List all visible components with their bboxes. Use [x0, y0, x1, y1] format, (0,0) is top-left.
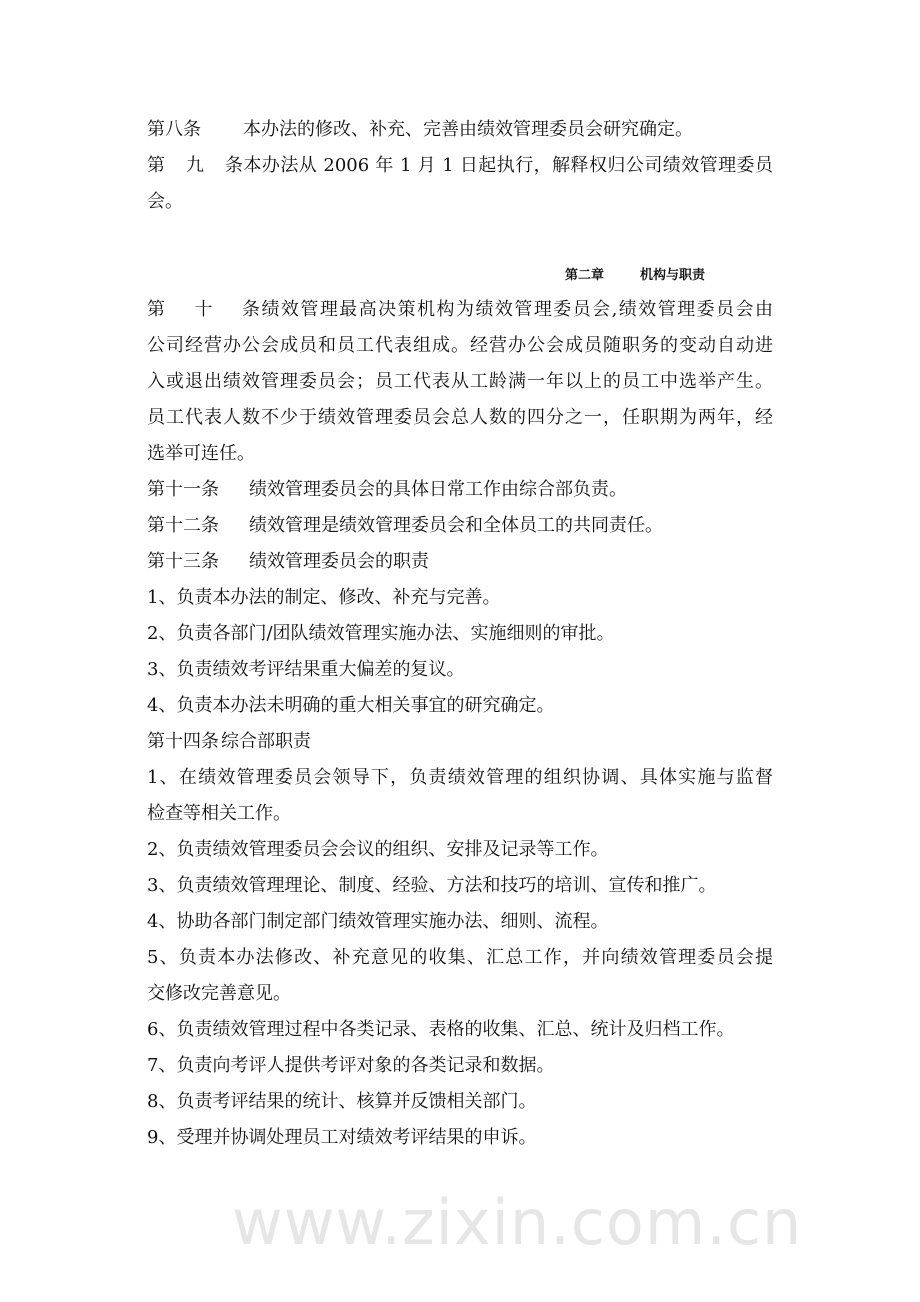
- list-item: 1、负责本办法的制定、修改、补充与完善。: [147, 587, 501, 608]
- list-item: 4、协助各部门制定部门绩效管理实施办法、细则、流程。: [147, 911, 609, 932]
- list-item: 7、负责向考评人提供考评对象的各类记录和数据。: [147, 1055, 555, 1076]
- article-13: [147, 544, 773, 580]
- article-11: [147, 472, 773, 508]
- article-label: 第八条: [147, 119, 201, 140]
- article-text: 本办法的修改、补充、完善由绩效管理委员会研究确定。: [243, 119, 693, 140]
- list-item-cont: 交修改完善意见。: [147, 983, 291, 1004]
- list-item: 4、负责本办法未明确的重大相关事宜的研究确定。: [147, 695, 555, 716]
- list-item: 8、负责考评结果的统计、核算并反馈相关部门。: [147, 1091, 537, 1112]
- chapter-heading: [565, 262, 705, 290]
- chapter-title: 机构与职责: [640, 268, 706, 283]
- article-text: 绩效管理是绩效管理委员会和全体员工的共同责任。: [249, 515, 663, 536]
- article-label: 第十四条: [147, 731, 219, 752]
- article-9-cont: 会。: [147, 191, 183, 212]
- article-text: 综合部职责: [221, 731, 311, 752]
- article-label: 第十条: [147, 299, 260, 320]
- article-14: [147, 724, 773, 760]
- list-item: 2、负责各部门/团队绩效管理实施办法、实施细则的审批。: [147, 623, 615, 644]
- article-10-cont: 公司经营办公会成员和员工代表组成。经营办公会成员随职务的变动自动进: [147, 335, 773, 356]
- article-10: [147, 292, 773, 328]
- list-item: 3、负责绩效管理理论、制度、经验、方法和技巧的培训、宣传和推广。: [147, 875, 717, 896]
- list-item: 9、受理并协调处理员工对绩效考评结果的申诉。: [147, 1127, 537, 1148]
- article-label: 第十一条: [147, 479, 219, 500]
- list-item-cont: 检查等相关工作。: [147, 803, 291, 824]
- article-10-cont: 入或退出绩效管理委员会；员工代表从工龄满一年以上的员工中选举产生。: [147, 371, 773, 392]
- article-10-cont: 选举可连任。: [147, 443, 255, 464]
- article-text: 绩效管理委员会的具体日常工作由综合部负责。: [249, 479, 627, 500]
- article-text: 本办法从 2006 年 1 月 1 日起执行，解释权归公司绩效管理委员: [243, 155, 773, 176]
- list-item: 6、负责绩效管理过程中各类记录、表格的收集、汇总、统计及归档工作。: [147, 1019, 735, 1040]
- article-label: 第十二条: [147, 515, 219, 536]
- article-label: 第九条: [147, 155, 243, 176]
- chapter-number: 第二章: [565, 268, 605, 283]
- watermark: www.zixin.com.cn: [232, 1186, 803, 1259]
- article-8: [147, 112, 773, 148]
- article-label: 第十三条: [147, 551, 219, 572]
- list-item: 2、负责绩效管理委员会会议的组织、安排及记录等工作。: [147, 839, 609, 860]
- list-item: 3、负责绩效考评结果重大偏差的复议。: [147, 659, 465, 680]
- list-item: 5、负责本办法修改、补充意见的收集、汇总工作，并向绩效管理委员会提: [147, 947, 773, 968]
- article-text: 绩效管理委员会的职责: [249, 551, 429, 572]
- article-9: [147, 148, 773, 184]
- article-10-cont: 员工代表人数不少于绩效管理委员会总人数的四分之一，任职期为两年，经: [147, 407, 773, 428]
- article-12: [147, 508, 773, 544]
- list-item: 1、在绩效管理委员会领导下，负责绩效管理的组织协调、具体实施与监督: [147, 767, 773, 788]
- article-text: 绩效管理最高决策机构为绩效管理委员会,绩效管理委员会由: [260, 299, 773, 320]
